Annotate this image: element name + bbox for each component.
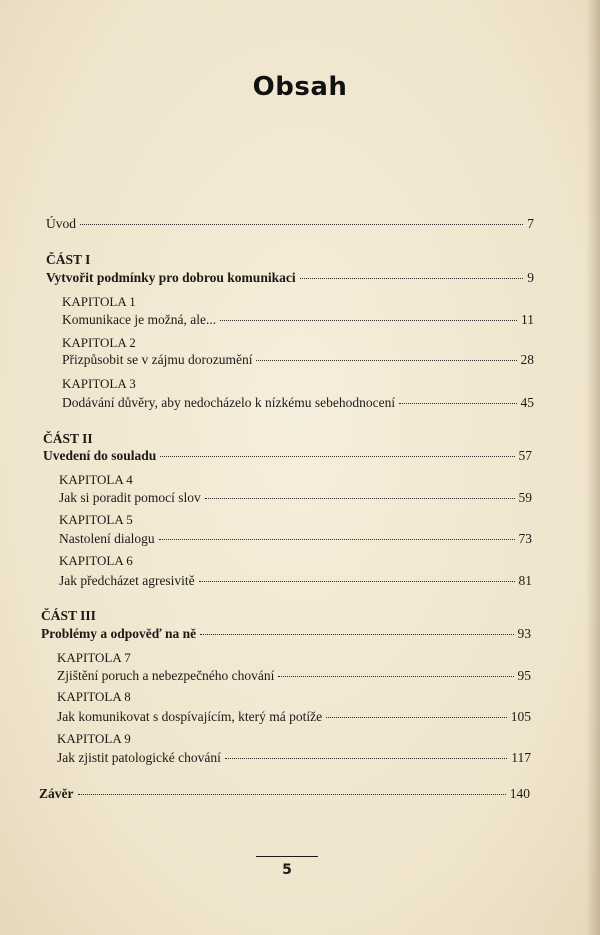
chapter-label: KAPITOLA 4 [59, 472, 133, 487]
toc-entry-part1[interactable] [46, 270, 534, 286]
toc-page-number: 7 [527, 216, 534, 231]
toc-page-number: 95 [517, 668, 531, 683]
toc-entry-label: Zjištění poruch a nebezpečného chování [57, 668, 275, 683]
chapter-label: KAPITOLA 2 [62, 335, 136, 350]
leader-dots [199, 581, 515, 582]
chapter-label: KAPITOLA 3 [62, 376, 136, 391]
part-heading: ČÁST II [43, 431, 93, 446]
leader-dots [160, 456, 514, 457]
part-heading: ČÁST I [46, 252, 91, 267]
toc-entry-chapter[interactable] [62, 352, 534, 368]
leader-dots [326, 717, 507, 718]
toc-entry-label: Úvod [46, 216, 76, 231]
toc-entry-chapter[interactable] [59, 573, 532, 589]
toc-page-number: 73 [518, 531, 532, 546]
leader-dots [300, 278, 524, 279]
toc-page-number: 45 [520, 395, 534, 410]
page-number: 5 [282, 862, 292, 878]
toc-entry-label: Jak komunikovat s dospívajícím, který má potíže [57, 709, 323, 724]
toc-page-number: 105 [510, 709, 531, 724]
toc-page-number: 28 [520, 352, 534, 367]
toc-entry-zaver[interactable] [39, 786, 530, 802]
footer-rule [256, 856, 318, 857]
leader-dots [205, 498, 515, 499]
leader-dots [278, 676, 513, 677]
chapter-label: KAPITOLA 7 [57, 650, 131, 665]
toc-entry-part3[interactable] [41, 626, 531, 642]
chapter-label: KAPITOLA 5 [59, 512, 133, 527]
leader-dots [225, 758, 507, 759]
page-title: Obsah [252, 72, 348, 102]
toc-page-number: 93 [517, 626, 531, 641]
leader-dots [399, 403, 516, 404]
leader-dots [220, 320, 517, 321]
leader-dots [256, 360, 516, 361]
chapter-label: KAPITOLA 1 [62, 294, 136, 309]
part-heading: ČÁST III [41, 608, 96, 623]
toc-entry-label: Problémy a odpověď na ně [41, 626, 197, 641]
leader-dots [80, 224, 523, 225]
toc-entry-chapter[interactable] [62, 395, 534, 411]
toc-page-number: 57 [518, 448, 532, 463]
toc-entry-part2[interactable] [43, 448, 532, 464]
toc-page-number: 81 [518, 573, 532, 588]
toc-entry-chapter[interactable] [57, 668, 531, 684]
toc-entry-chapter[interactable] [59, 531, 532, 547]
toc-entry-label: Vytvořit podmínky pro dobrou komunikaci [46, 270, 296, 285]
toc-entry-label: Přizpůsobit se v zájmu dorozumění [62, 352, 253, 367]
chapter-label: KAPITOLA 6 [59, 553, 133, 568]
toc-entry-label: Jak zjistit patologické chování [57, 750, 221, 765]
toc-page-number: 9 [527, 270, 534, 285]
leader-dots [159, 539, 515, 540]
toc-entry-chapter[interactable] [57, 709, 531, 725]
toc-entry-label: Jak předcházet agresivitě [59, 573, 195, 588]
toc-entry-chapter[interactable] [59, 490, 532, 506]
toc-entry-chapter[interactable] [57, 750, 531, 766]
toc-entry-label: Závěr [39, 786, 74, 801]
toc-entry-label: Komunikace je možná, ale... [62, 312, 217, 327]
toc-entry-uvod[interactable] [46, 216, 534, 232]
leader-dots [200, 634, 513, 635]
toc-page-number: 11 [521, 312, 534, 327]
toc-entry-label: Uvedení do souladu [43, 448, 157, 463]
toc-page-number: 140 [509, 786, 530, 801]
page-edge-shadow [586, 0, 600, 935]
toc-entry-label: Dodávání důvěry, aby nedocházelo k nízkému sebehodnocení [62, 395, 396, 410]
chapter-label: KAPITOLA 8 [57, 689, 131, 704]
toc-entry-label: Jak si poradit pomocí slov [59, 490, 201, 505]
toc-page-number: 117 [511, 750, 531, 765]
leader-dots [78, 794, 506, 795]
toc-page-number: 59 [518, 490, 532, 505]
toc-entry-chapter[interactable] [62, 312, 534, 328]
toc-entry-label: Nastolení dialogu [59, 531, 155, 546]
chapter-label: KAPITOLA 9 [57, 731, 131, 746]
